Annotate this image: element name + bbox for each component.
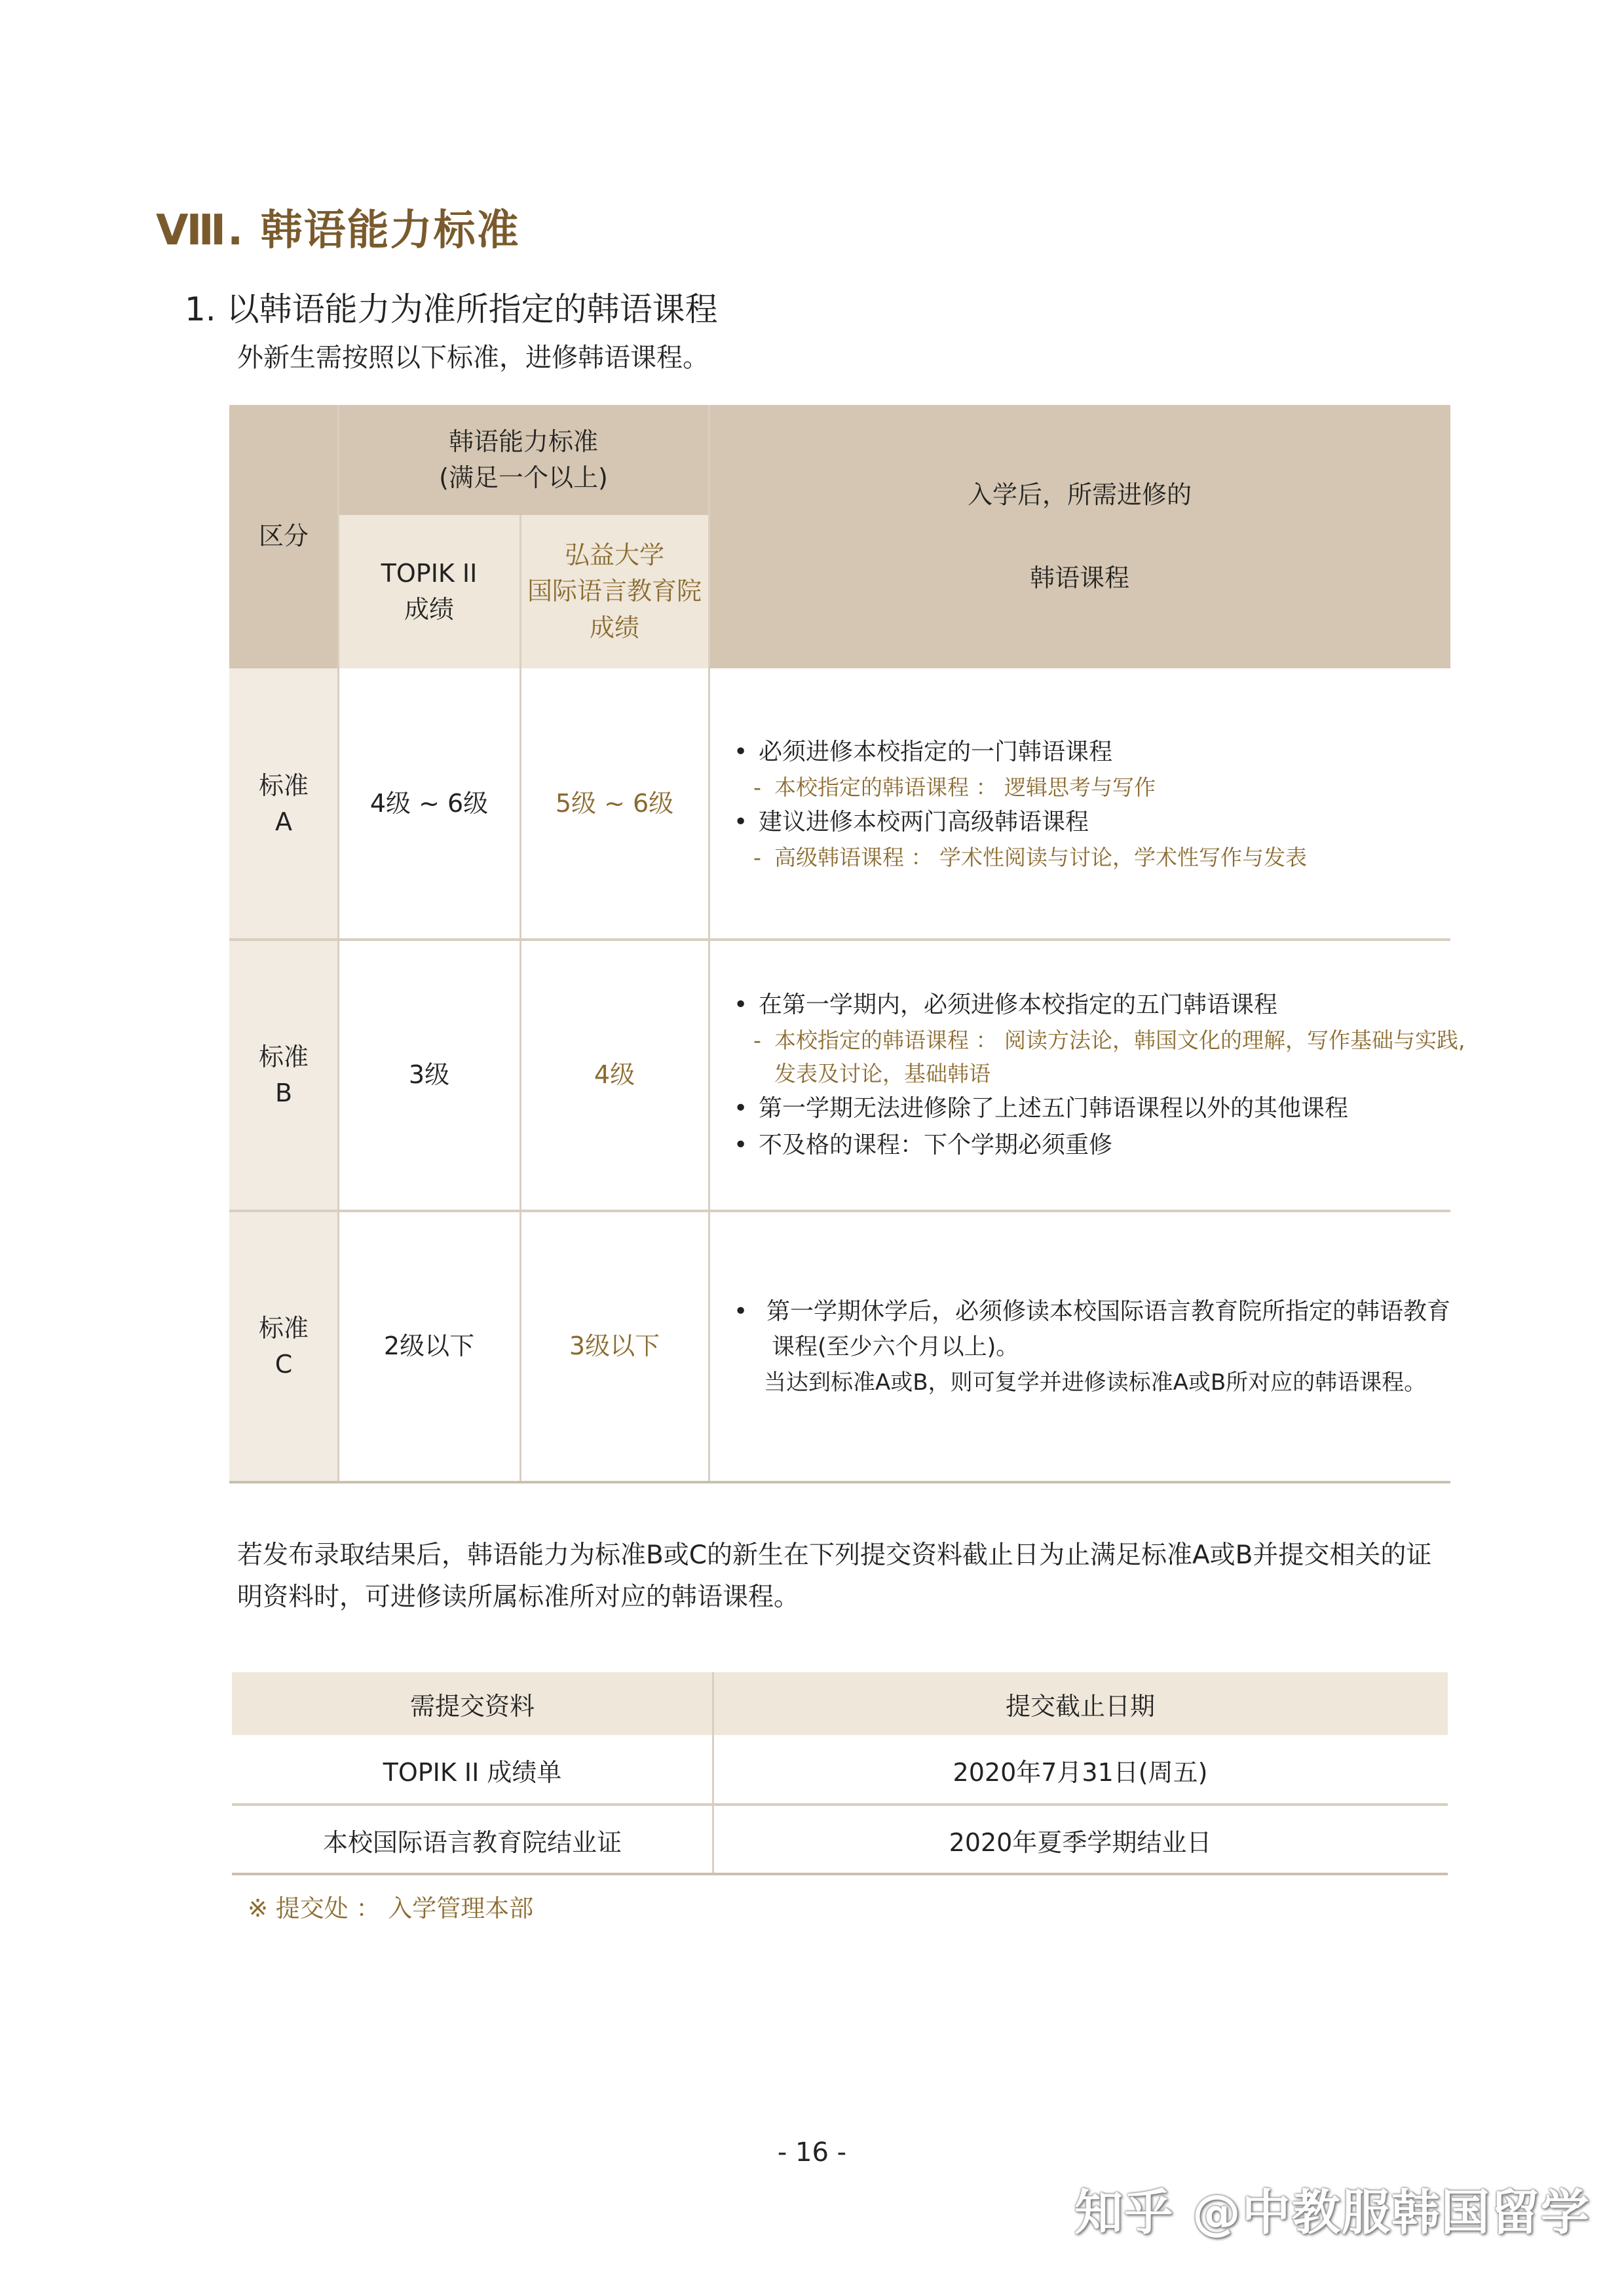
header-hongik (520, 515, 709, 668)
row-c-course (709, 1211, 1450, 1482)
row-c-topik (338, 1211, 520, 1482)
row-b-detail-1b: 发表及讨论，基础韩语 (774, 1061, 991, 1087)
section-number: Ⅷ. (156, 206, 245, 255)
header-topik (338, 515, 520, 668)
section-title-text: 韩语能力标准 (260, 206, 520, 255)
row-b-bullet-2: • 第一学期无法进修除了上述五门韩语课程以外的其他课程 (734, 1090, 1465, 1127)
submit-row-2-doc-value: 本校国际语言教育院结业证 (322, 1827, 622, 1857)
subsection-number: 1. (185, 290, 216, 328)
divider (232, 1803, 1448, 1806)
row-a-detail-1: - 本校指定的韩语课程 ： 逻辑思考与写作 (734, 771, 1307, 804)
header-hongik-line1: 弘益大学 (564, 541, 664, 570)
row-b-course (709, 940, 1465, 1211)
submit-header-deadline (713, 1672, 1448, 1735)
submit-header-docs-label: 需提交资料 (409, 1691, 535, 1721)
row-b-topik (338, 940, 520, 1211)
row-a-course (709, 668, 1450, 940)
divider (229, 1481, 1450, 1483)
section-title (156, 197, 520, 257)
row-b-name-line2: B (274, 1079, 293, 1107)
divider (229, 938, 1450, 941)
submit-header-docs (232, 1672, 713, 1735)
subsection-title (185, 283, 718, 330)
row-c-line-3: 当达到标准A或B，则可复学并进修读标准A或B所对应的韩语课程。 (764, 1369, 1427, 1396)
header-standard (338, 405, 709, 515)
submit-note: ※ 提交处 ： 入学管理本部 (248, 1894, 534, 1923)
submit-row-1-deadline (713, 1735, 1448, 1805)
submit-row-2-doc (232, 1806, 713, 1874)
divider (519, 515, 521, 1483)
submit-row-2-deadline-value: 2020年夏季学期结业日 (949, 1827, 1212, 1857)
row-b-name (229, 940, 338, 1211)
row-b-hongik (520, 940, 709, 1211)
row-b-name-line1: 标准 (258, 1042, 309, 1071)
divider (712, 1672, 714, 1875)
header-course-line2: 韩语课程 (1029, 564, 1129, 592)
header-category-label: 区分 (258, 522, 309, 551)
header-hongik-line3: 成绩 (589, 613, 639, 642)
row-c-hongik (520, 1211, 709, 1482)
korean-standard-table (229, 405, 1465, 1485)
row-a-name-line1: 标准 (258, 771, 309, 800)
row-b-bullet-3: • 不及格的课程：下个学期必须重修 (734, 1127, 1465, 1164)
header-hongik-line2: 国际语言教育院 (527, 577, 702, 606)
header-topik-line1: TOPIK II (381, 558, 478, 588)
submit-header-deadline-label: 提交截止日期 (1005, 1691, 1155, 1721)
submit-row-1-deadline-value: 2020年7月31日(周五) (953, 1757, 1208, 1787)
row-a-bullet-2: • 建议进修本校两门高级韩语课程 (734, 804, 1307, 841)
row-c-hongik-value: 3级以下 (569, 1331, 660, 1361)
row-c-name-line1: 标准 (258, 1313, 309, 1343)
subsection-title-text: 以韩语能力为准所指定的韩语课程 (226, 290, 718, 328)
row-c-name-line2: C (274, 1350, 293, 1379)
row-a-name (229, 668, 338, 940)
intro-text: 外新生需按照以下标准，进修韩语课程。 (237, 343, 709, 373)
row-b-detail-1: - 本校指定的韩语课程 ： 阅读方法论，韩国文化的理解，写作基础与实践, (734, 1024, 1465, 1057)
divider (337, 405, 339, 1483)
header-course (709, 405, 1450, 668)
submit-row-1-doc-value: TOPIK II 成绩单 (383, 1757, 562, 1787)
row-c-bullet-1: • 第一学期休学后，必须修读本校国际语言教育院所指定的韩语教育 (734, 1293, 1450, 1330)
row-c-line-2: 课程(至少六个月以上)。 (772, 1334, 1019, 1361)
header-course-line1: 入学后，所需进修的 (967, 480, 1192, 509)
row-a-name-line2: A (275, 807, 292, 836)
row-b-bullet-1: • 在第一学期内，必须进修本校指定的五门韩语课程 (734, 987, 1465, 1024)
row-b-hongik-value: 4级 (594, 1060, 635, 1090)
row-a-topik (338, 668, 520, 940)
row-c-topik-value: 2级以下 (383, 1331, 475, 1361)
divider (232, 1873, 1448, 1875)
row-a-bullet-1: • 必须进修本校指定的一门韩语课程 (734, 734, 1307, 771)
submit-table (232, 1672, 1448, 1877)
submit-row-2-deadline (713, 1806, 1448, 1874)
row-a-hongik-value: 5级 ~ 6级 (555, 789, 674, 818)
row-a-topik-value: 4级 ~ 6级 (369, 789, 489, 818)
watermark: 知乎 @中教服韩国留学 (1074, 2185, 1591, 2241)
row-b-topik-value: 3级 (408, 1060, 450, 1090)
divider (229, 1210, 1450, 1212)
info-paragraph: 若发布录取结果后，韩语能力为标准B或C的新生在下列提交资料截止日为止满足标准A或B并提交相关的证明资料时，可进修读所属标准所对应的韩语课程。 (237, 1540, 1432, 1612)
row-a-detail-2: - 高级韩语课程 ： 学术性阅读与讨论，学术性写作与发表 (734, 841, 1307, 874)
row-c-name (229, 1211, 338, 1482)
header-standard-line1: 韩语能力标准 (448, 427, 598, 456)
divider (708, 405, 710, 1483)
header-topik-line2: 成绩 (404, 595, 454, 624)
header-standard-line2: (满足一个以上) (439, 463, 608, 492)
page-number: - 16 - (777, 2137, 847, 2168)
row-a-hongik (520, 668, 709, 940)
submit-row-1-doc (232, 1735, 713, 1805)
header-category (229, 405, 338, 668)
